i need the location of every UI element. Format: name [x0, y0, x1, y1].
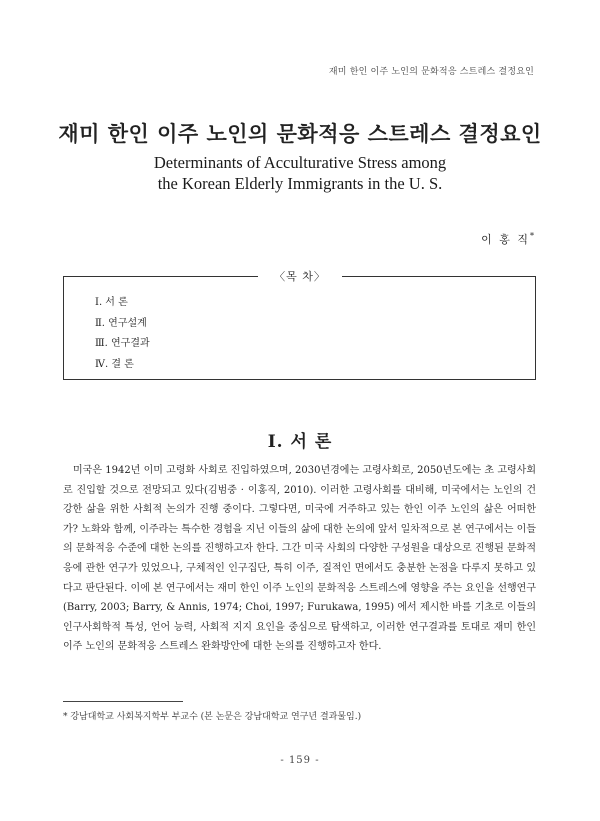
author	[481, 231, 534, 247]
author-footnote-mark: *	[530, 231, 534, 241]
section-title: Ⅰ. 서 론	[267, 432, 333, 452]
footnote: * 강남대학교 사회복지학부 부교수 (본 논문은 강남대학교 연구년 결과물임.)	[63, 712, 362, 722]
toc-item: Ⅳ. 결 론	[95, 358, 134, 370]
toc-label: 〈목 차〉	[258, 268, 342, 284]
toc-list	[95, 293, 150, 375]
title-korean: 재미 한인 이주 노인의 문화적응 스트레스 결정요인	[58, 122, 542, 146]
toc-item: Ⅱ. 연구설계	[95, 317, 147, 329]
body-paragraph: 미국은 1942년 이미 고령화 사회로 진입하였으며, 2030년경에는 고령사회로, 2050년도에는 초 고령사회로 진입할 것으로 전망되고 있다(김범중 · 이홍직, 2010). 이러한 고령사회를 대비해, 미국에서는 노인의 건강한 삶을 위한 사회적 논의가 진행 중이다. 그렇다면, 미국에 거주하고 있는 한인 이주 노인의 삶은 어떠한가? 노화와 함께, 이주라는 특수한 경험을 지닌 이들의 삶에 대한 논의에 앞서 일차적으로 본 연구에서는 이들의 문화적응 수준에 대한 논의를 진행하고자 한다. 그간 미국 사회의 다양한 구성원을 대상으로 진행된 문화적응에 관한 연구가 있었으나, 구체적인 인구집단, 특히 이주, 질적인 면에서도 충분한 논점을 다루지 못하고 있다고 판단된다. 이에 본 연구에서는 재미 한인 이주 노인의 문화적응 스트레스에 영향을 주는 요인을 선행연구(Barry, 2003; Barry, & Annis, 1974; Choi, 1997; Furukawa, 1995) 에서 제시한 바를 기초로 이들의 인구사회학적 특성, 언어 능력, 사회적 지지 요인을 중심으로 탐색하고, 이러한 연구결과를 토대로 재미 한인 이주 노인의 문화적응 스트레스 완화방안에 대한 논의를 진행하고자 한다.	[63, 465, 536, 653]
page-number: - 159 -	[280, 755, 320, 766]
author-name: 이 홍 직	[481, 233, 530, 246]
title-english-line-1: Determinants of Acculturative Stress among	[153, 153, 447, 172]
running-header: 재미 한인 이주 노인의 문화적응 스트레스 결정요인	[328, 67, 534, 77]
title-english	[0, 152, 600, 194]
title-english-line-2: the Korean Elderly Immigrants in the U. S.	[157, 174, 443, 193]
toc-item: Ⅰ. 서 론	[95, 297, 128, 308]
toc-label-text: 목 차	[286, 270, 314, 283]
toc-item: Ⅲ. 연구결과	[95, 338, 150, 349]
footnote-rule	[63, 701, 183, 702]
